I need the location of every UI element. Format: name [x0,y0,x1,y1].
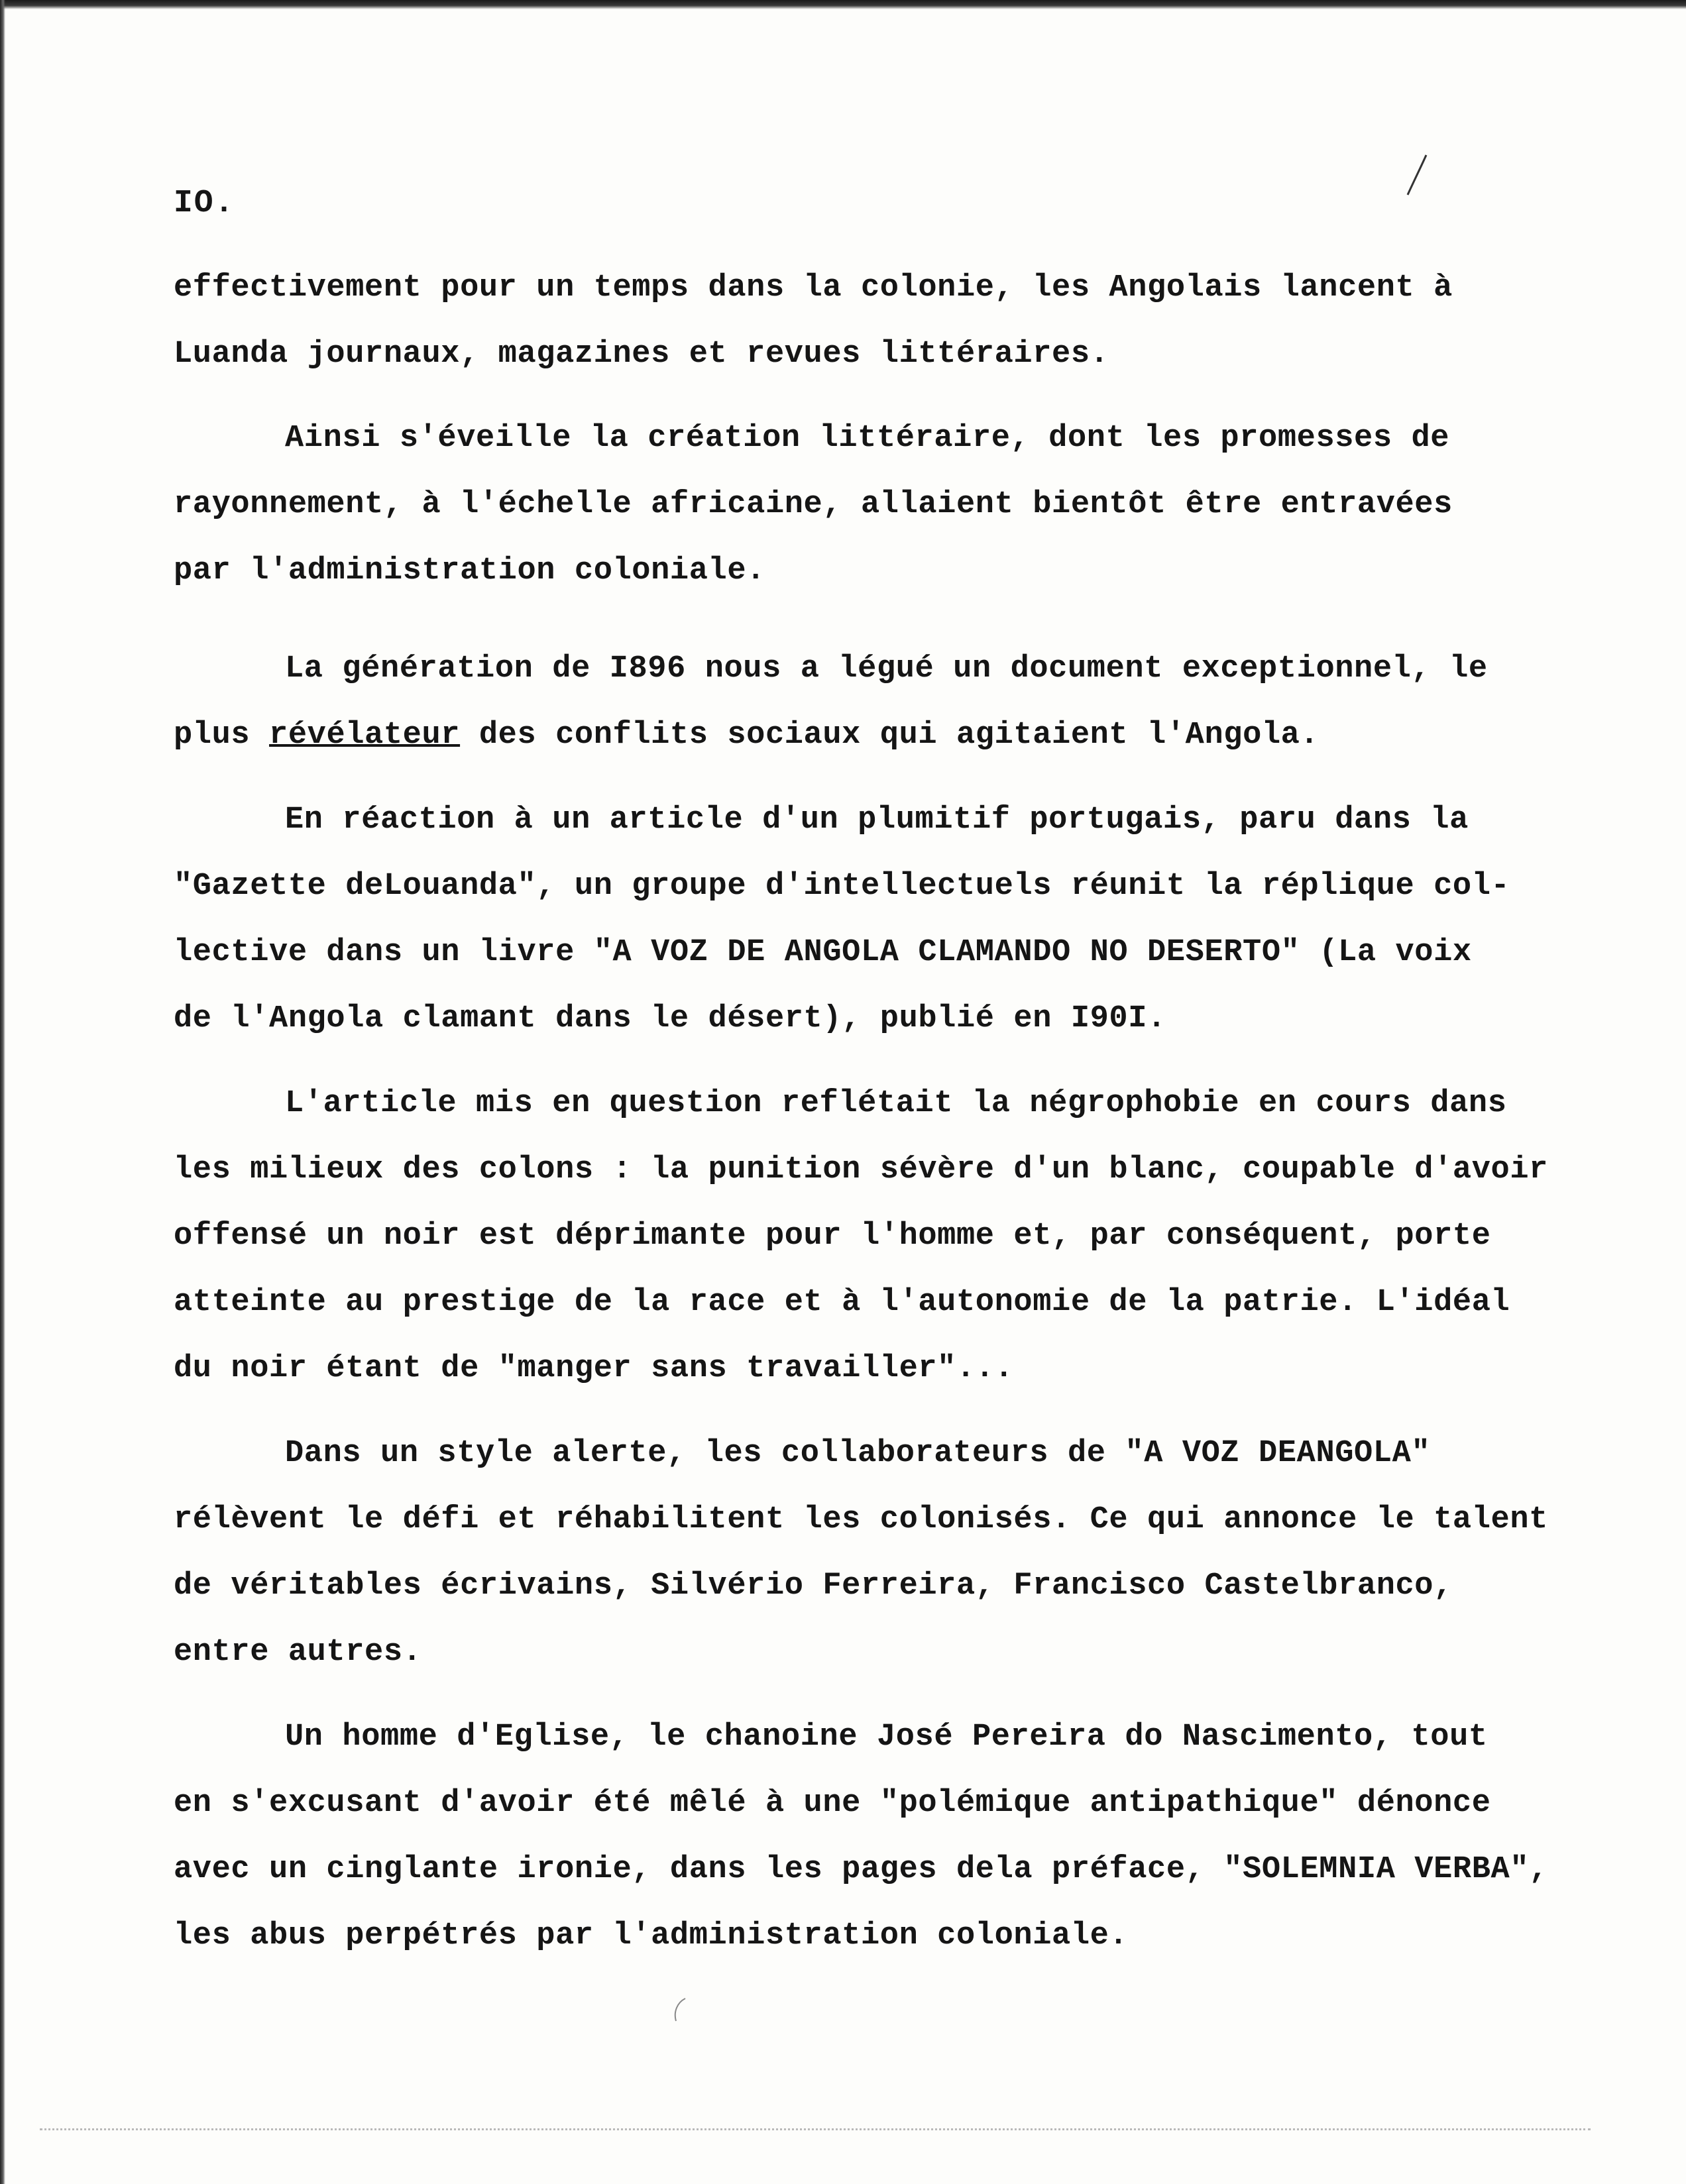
text-line: de véritables écrivains, Silvério Ferreira, Francisco Castelbranco, [174,1568,1453,1604]
text-line: L'article mis en question reflétait la négrophobie en cours dans [285,1086,1507,1121]
text-line: du noir étant de "manger sans travailler"... [174,1351,1014,1386]
text-line: Dans un style alerte, les collaborateurs de "A VOZ DEANGOLA" [285,1436,1431,1471]
text-segment: plus [174,718,270,753]
text-line: "Gazette deLouanda", un groupe d'intellectuels réunit la réplique col- [174,869,1510,904]
pen-squiggle-mark [671,1994,691,2028]
scan-edge-top [0,0,1686,9]
pen-stroke-mark [1404,152,1430,199]
text-line: En réaction à un article d'un plumitif portugais, paru dans la [285,802,1469,838]
text-line: La génération de I896 nous a légué un document exceptionnel, le [285,651,1488,686]
scan-edge-left [0,0,5,2184]
text-line: Luanda journaux, magazines et revues littéraires. [174,337,1109,372]
text-line: atteinte au prestige de la race et à l'autonomie de la patrie. L'idéal [174,1285,1510,1320]
text-line: entre autres. [174,1635,422,1670]
underlined-word: révélateur [269,718,461,753]
text-line: effectivement pour un temps dans la colonie, les Angolais lancent à [174,270,1453,305]
text-line: rélèvent le défi et réhabilitent les colonisés. Ce qui annonce le talent [174,1502,1548,1537]
text-line: avec un cinglante ironie, dans les pages dela préface, "SOLEMNIA VERBA", [174,1852,1548,1887]
text-line: les milieux des colons : la punition sévère d'un blanc, coupable d'avoir [174,1152,1548,1187]
text-line: Ainsi s'éveille la création littéraire, dont les promesses de [285,421,1450,456]
text-segment: des conflits sociaux qui agitaient l'Angola. [460,718,1320,753]
page-bottom-rule [40,2128,1591,2130]
text-line: en s'excusant d'avoir été mêlé à une "polémique antipathique" dénonce [174,1786,1491,1821]
text-line: par l'administration coloniale. [174,553,765,588]
text-line: lective dans un livre "A VOZ DE ANGOLA CLAMANDO NO DESERTO" (La voix [174,935,1472,970]
text-line: les abus perpétrés par l'administration coloniale. [174,1918,1129,1953]
text-line: Un homme d'Eglise, le chanoine José Pereira do Nascimento, tout [285,1720,1488,1755]
text-line: de l'Angola clamant dans le désert), publié en I90I. [174,1001,1166,1036]
text-line [174,716,1319,755]
text-line: offensé un noir est déprimante pour l'homme et, par conséquent, porte [174,1219,1491,1254]
page-number: IO. [174,186,235,221]
text-line: rayonnement, à l'échelle africaine, allaient bientôt être entravées [174,487,1453,522]
